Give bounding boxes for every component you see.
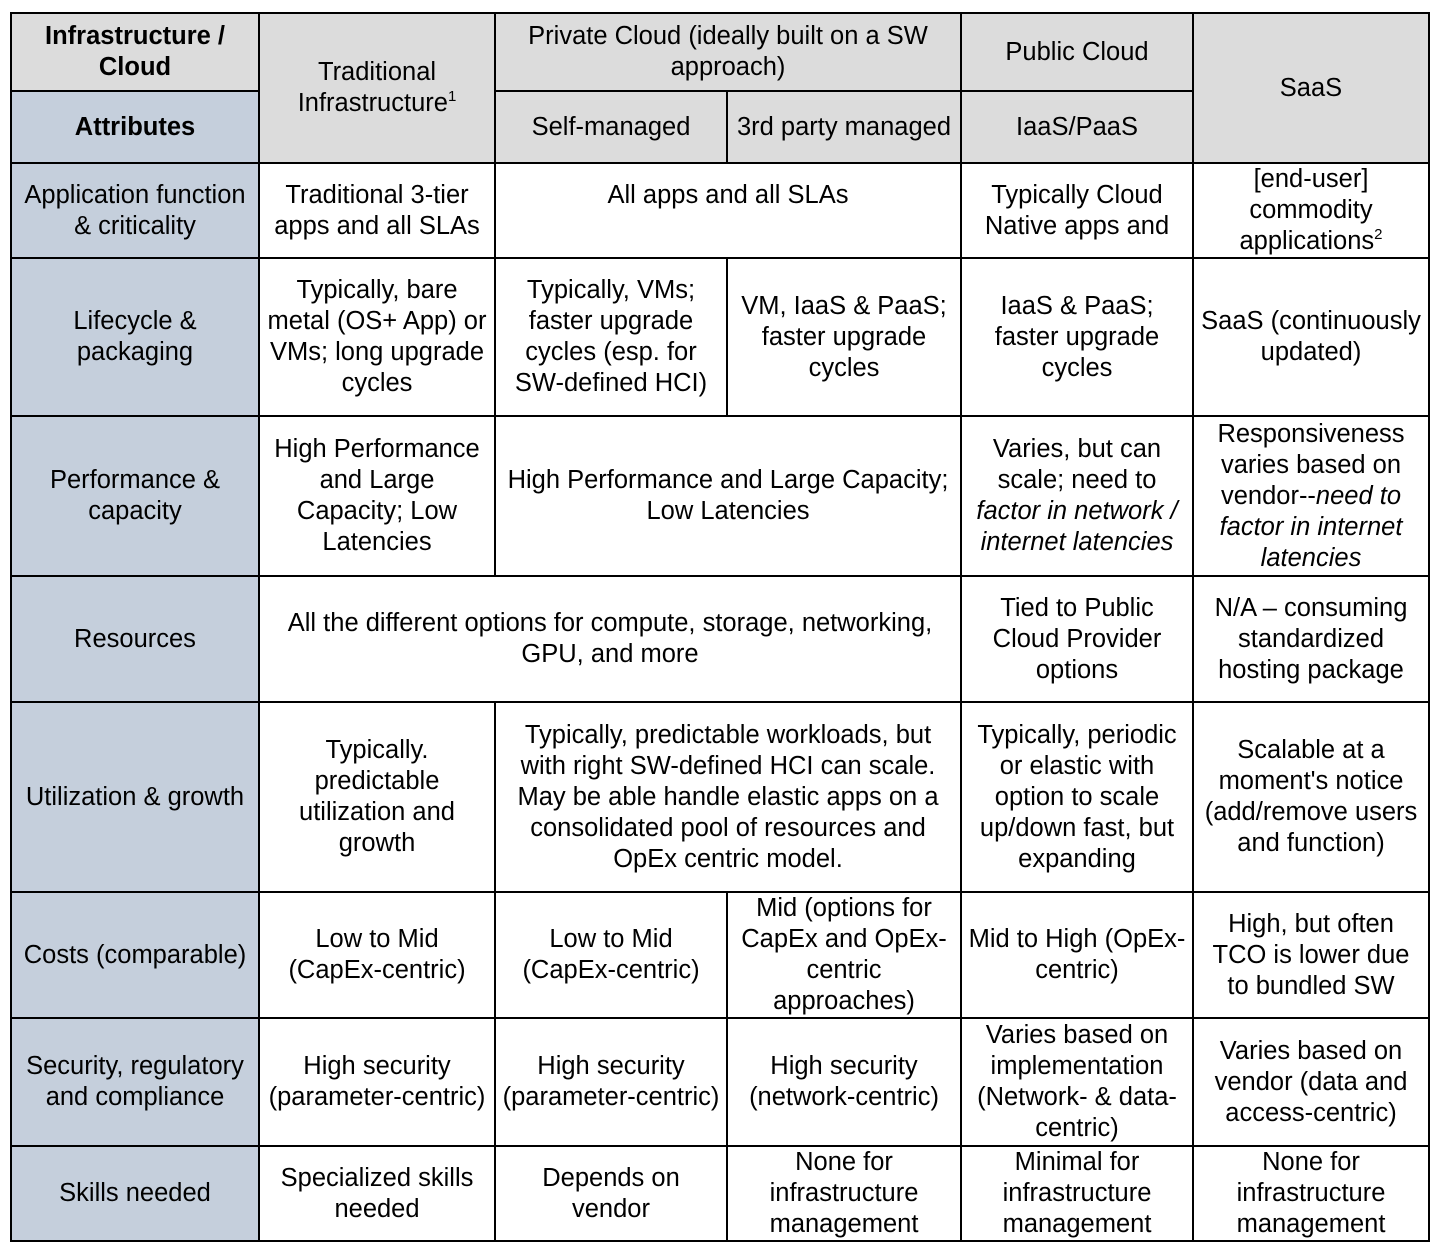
row-label-app-function: Application function & criticality xyxy=(11,163,259,258)
cell-app-private: All apps and all SLAs xyxy=(495,163,961,258)
footnote-2: 2 xyxy=(1374,226,1383,243)
cell-lifecycle-self-managed: Typically, VMs; faster upgrade cycles (esp. for SW-defined HCI) xyxy=(495,258,727,416)
footnote-1: 1 xyxy=(447,88,457,105)
table-row xyxy=(11,576,1429,702)
performance-public-text: Varies, but can scale; need to xyxy=(992,435,1162,494)
cell-costs-public: Mid to High (OpEx-centric) xyxy=(961,892,1193,1018)
cell-performance-saas xyxy=(1193,416,1429,576)
cell-utilization-private: Typically, predictable workloads, but with right SW-defined HCI can scale. May be able handle elastic apps on a consolidated pool of resources and OpEx centric model. xyxy=(495,702,961,892)
cell-lifecycle-traditional: Typically, bare metal (OS+ App) or VMs; long upgrade cycles xyxy=(259,258,495,416)
row-label-performance: Performance & capacity xyxy=(11,416,259,576)
cell-costs-saas: High, but often TCO is lower due to bundled SW xyxy=(1193,892,1429,1018)
table-row xyxy=(11,416,1429,576)
table-row xyxy=(11,1018,1429,1146)
cell-app-traditional: Traditional 3-tier apps and all SLAs xyxy=(259,163,495,258)
saas-app-text: [end-user] commodity applications xyxy=(1239,165,1375,255)
cell-skills-self-managed: Depends on vendor xyxy=(495,1146,727,1241)
performance-public-italic: factor in network / internet latencies xyxy=(976,497,1178,556)
header-row-1 xyxy=(11,13,1429,91)
cell-security-public: Varies based on implementation (Network- & data-centric) xyxy=(961,1018,1193,1146)
corner-title: Infrastructure / Cloud xyxy=(11,13,259,91)
cell-security-third-party: High security (network-centric) xyxy=(727,1018,961,1146)
table-row xyxy=(11,258,1429,416)
performance-saas-text: Responsiveness varies based on vendor-- xyxy=(1217,419,1405,510)
cell-utilization-saas: Scalable at a moment's notice (add/remove users and function) xyxy=(1193,702,1429,892)
column-header-saas: SaaS xyxy=(1193,13,1429,163)
cell-app-saas xyxy=(1193,163,1429,258)
cell-security-traditional: High security (parameter-centric) xyxy=(259,1018,495,1146)
row-label-utilization: Utilization & growth xyxy=(11,702,259,892)
row-label-resources: Resources xyxy=(11,576,259,702)
cell-resources-saas: N/A – consuming standardized hosting package xyxy=(1193,576,1429,702)
column-header-self-managed: Self-managed xyxy=(495,91,727,163)
cell-costs-self-managed: Low to Mid (CapEx-centric) xyxy=(495,892,727,1018)
column-header-third-party: 3rd party managed xyxy=(727,91,961,163)
table-row xyxy=(11,892,1429,1018)
cell-performance-traditional: High Performance and Large Capacity; Low Latencies xyxy=(259,416,495,576)
cell-skills-third-party: None for infrastructure management xyxy=(727,1146,961,1241)
traditional-label: Traditional Infrastructure xyxy=(297,58,448,117)
table-row xyxy=(11,702,1429,892)
cell-performance-private: High Performance and Large Capacity; Low Latencies xyxy=(495,416,961,576)
performance-saas-italic: need to factor in internet latencies xyxy=(1219,481,1403,572)
cell-lifecycle-third-party: VM, IaaS & PaaS; faster upgrade cycles xyxy=(727,258,961,416)
cell-skills-traditional: Specialized skills needed xyxy=(259,1146,495,1241)
column-header-traditional xyxy=(259,13,495,163)
cell-resources-span: All the different options for compute, storage, networking, GPU, and more xyxy=(259,576,961,702)
cell-security-self-managed: High security (parameter-centric) xyxy=(495,1018,727,1146)
cell-skills-public: Minimal for infrastructure management xyxy=(961,1146,1193,1241)
cell-performance-public xyxy=(961,416,1193,576)
table-row xyxy=(11,1146,1429,1241)
comparison-table xyxy=(10,12,1430,1242)
cell-app-public: Typically Cloud Native apps and xyxy=(961,163,1193,258)
cell-utilization-public: Typically, periodic or elastic with option to scale up/down fast, but expanding xyxy=(961,702,1193,892)
cell-utilization-traditional: Typically. predictable utilization and growth xyxy=(259,702,495,892)
cell-lifecycle-public: IaaS & PaaS; faster upgrade cycles xyxy=(961,258,1193,416)
cell-skills-saas: None for infrastructure management xyxy=(1193,1146,1429,1241)
cell-lifecycle-saas: SaaS (continuously updated) xyxy=(1193,258,1429,416)
column-header-iaas-paas: IaaS/PaaS xyxy=(961,91,1193,163)
attributes-header: Attributes xyxy=(11,91,259,163)
row-label-skills: Skills needed xyxy=(11,1146,259,1241)
cell-costs-traditional: Low to Mid (CapEx-centric) xyxy=(259,892,495,1018)
column-header-public-cloud: Public Cloud xyxy=(961,13,1193,91)
row-label-lifecycle: Lifecycle & packaging xyxy=(11,258,259,416)
row-label-security: Security, regulatory and compliance xyxy=(11,1018,259,1146)
cell-resources-public: Tied to Public Cloud Provider options xyxy=(961,576,1193,702)
table-row xyxy=(11,163,1429,258)
column-header-private-cloud: Private Cloud (ideally built on a SW approach) xyxy=(495,13,961,91)
row-label-costs: Costs (comparable) xyxy=(11,892,259,1018)
cell-security-saas: Varies based on vendor (data and access-centric) xyxy=(1193,1018,1429,1146)
cell-costs-third-party: Mid (options for CapEx and OpEx-centric approaches) xyxy=(727,892,961,1018)
